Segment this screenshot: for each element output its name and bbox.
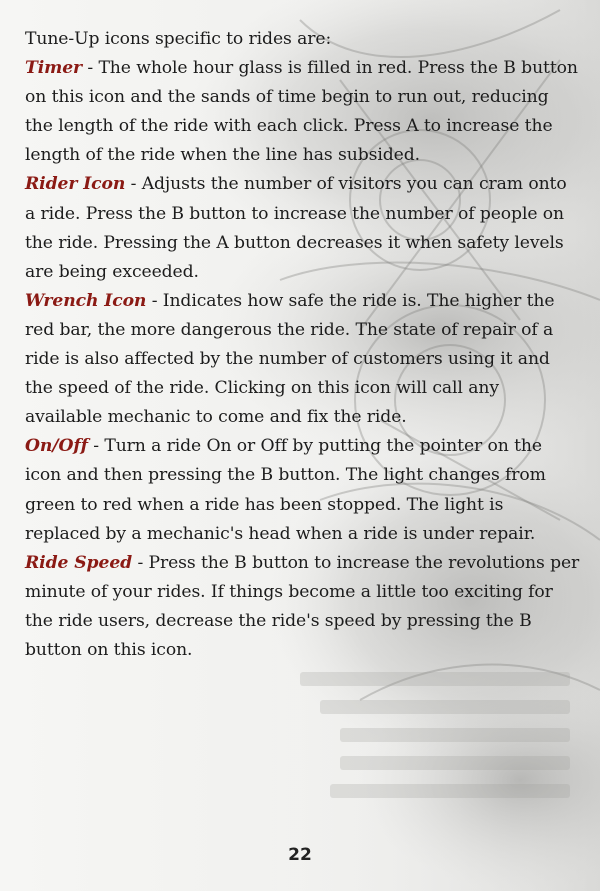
- page-number: 22: [288, 845, 312, 865]
- term-rider-icon: Rider Icon: [25, 174, 126, 195]
- term-timer: Timer: [25, 58, 82, 79]
- desc-wrench-icon: Indicates how safe the ride is. The higher the red bar, the more dangerous the ride. The state of repair of a ride is also affected by the number of customers using it and the speed of the ride. Clicking on this icon will call any available mechanic to come and fix the ride.: [25, 290, 555, 428]
- entry-on-off: On/Off - Turn a ride On or Off by putting the pointer on the icon and then pressing the B button. The light changes from green to red when a ride has been stopped. The light is replaced by a mechanic's head when a ride is under repair.: [25, 436, 546, 544]
- term-ride-speed: Ride Speed: [25, 552, 133, 573]
- desc-rider-icon: Adjusts the number of visitors you can cram onto a ride. Press the B button to increase the number of people on the ride. Pressing the A button decreases it when safety levels are being exceeded.: [25, 174, 567, 282]
- intro-line: Tune-Up icons specific to rides are:: [25, 29, 332, 49]
- entry-rider-icon: Rider Icon - Adjusts the number of visitors you can cram onto a ride. Press the B button to increase the number of people on the ride. Pressing the A button decreases it when safety levels are being exceeded.: [25, 174, 567, 282]
- desc-ride-speed: Press the B button to increase the revolutions per minute of your rides. If things become a little too exciting for the ride users, decrease the ride's speed by pressing the B button on this icon.: [25, 552, 580, 660]
- term-wrench-icon: Wrench Icon: [25, 290, 147, 311]
- term-on-off: On/Off: [25, 436, 88, 457]
- desc-on-off: Turn a ride On or Off by putting the pointer on the icon and then pressing the B button. The light changes from green to red when a ride has been stopped. The light is replaced by a mechanic's head when a ride is under repair.: [25, 436, 546, 544]
- entry-ride-speed: Ride Speed - Press the B button to increase the revolutions per minute of your rides. If things become a little too exciting for the ride users, decrease the ride's speed by pressing the B button on this icon.: [25, 552, 580, 660]
- entry-timer: Timer - The whole hour glass is filled in red. Press the B button on this icon and the sands of time begin to run out, reducing the length of the ride with each click. Press A to increase the length of the ride when the line has subsided.: [25, 58, 578, 166]
- entry-wrench-icon: Wrench Icon - Indicates how safe the ride is. The higher the red bar, the more dangerous the ride. The state of repair of a ride is also affected by the number of customers using it and the speed of the ride. Clicking on this icon will call any available mechanic to come and fix the ride.: [25, 290, 555, 428]
- body-text: [25, 25, 580, 665]
- desc-timer: The whole hour glass is filled in red. Press the B button on this icon and the sands of time begin to run out, reducing the length of the ride with each click. Press A to increase the length of the ride when the line has subsided.: [25, 58, 578, 166]
